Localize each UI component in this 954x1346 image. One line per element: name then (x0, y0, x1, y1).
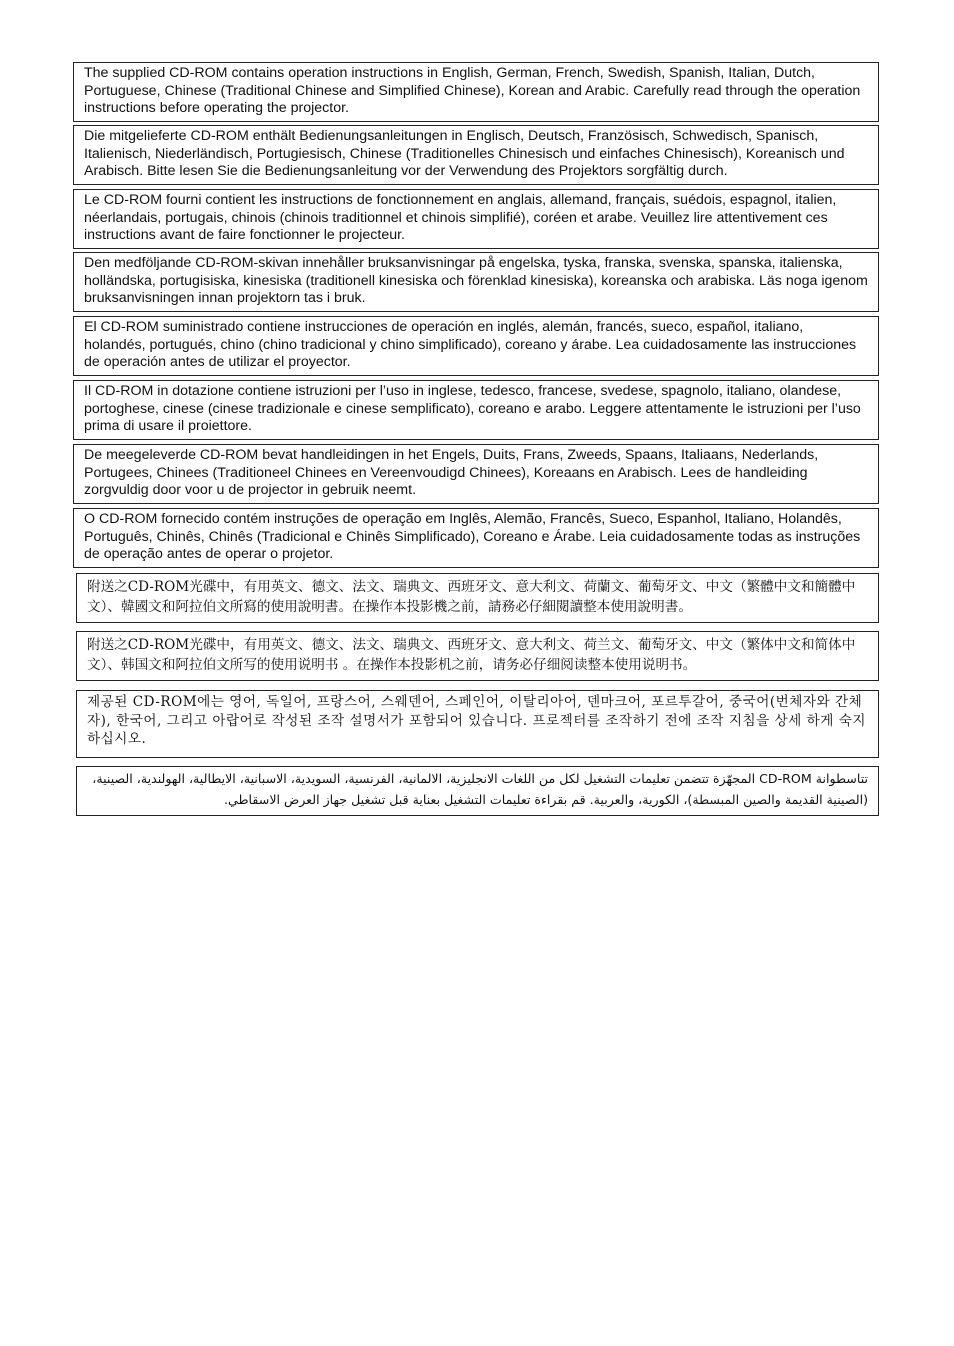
notice-traditional-chinese: 附送之CD-ROM光碟中，有用英文、德文、法文、瑞典文、西班牙文、意大利文、荷蘭文、葡萄牙文、中文（繁體中文和簡體中文）、韓國文和阿拉伯文所寫的使用說明書。在操作本投影機之前，請務必仔細閱讀整本使用說明書。 (76, 573, 879, 623)
notice-english: The supplied CD-ROM contains operation instructions in English, German, French, Swedish, Spanish, Italian, Dutch, Portuguese, Chinese (Traditional Chinese and Simplified Chinese), Korean and Arabic. Carefully read through the operation instructions before operating the projector. (73, 62, 879, 122)
notice-simplified-chinese: 附送之CD-ROM光碟中，有用英文、德文、法文、瑞典文、西班牙文、意大利文、荷兰文、葡萄牙文、中文（繁体中文和简体中文）、韩国文和阿拉伯文所写的使用说明书 。在操作本投影机之前，请务必仔细阅读整本使用说明书。 (76, 631, 879, 681)
notice-arabic: تتاسطوانة CD-ROM المجهّزة تتضمن تعليمات التشغيل لكل من اللغات الانجليزية، الالمانية، الفرنسية، السويدية، الاسبانية، الايطالية، الهولندية، الصينية، (الصينية القديمة والصين المبسطة)، الكورية، والعربية. قم بقراءة تعليمات التشغيل بعناية قبل تشغيل جهاز العرض الاسقاطي. (76, 766, 879, 816)
notice-dutch: De meegeleverde CD-ROM bevat handleidingen in het Engels, Duits, Frans, Zweeds, Spaans, Italiaans, Nederlands, Portugees, Chinees (Traditioneel Chinees en Vereenvoudigd Chinees), Koreaans en Arabisch. Lees de handleiding zorgvuldig door voor u de projector in gebruik neemt. (73, 444, 879, 504)
notice-portuguese: O CD-ROM fornecido contém instruções de operação em Inglês, Alemão, Francês, Sueco, Espanhol, Italiano, Holandês, Português, Chinês, Chinês (Tradicional e Chinês Simplificado), Coreano e Árabe. Leia cuidadosamente todas as instruções de operação antes de operar o projetor. (73, 508, 879, 568)
notice-korean: 제공된 CD-ROM에는 영어, 독일어, 프랑스어, 스웨덴어, 스페인어, 이탈리아어, 덴마크어, 포르투갈어, 중국어(번체자와 간체자), 한국어, 그리고 아랍어로 작성된 조작 설명서가 포함되어 있습니다. 프로젝터를 조작하기 전에 조작 지침을 상세 하게 숙지하십시오. (76, 690, 879, 758)
notice-spanish: El CD-ROM suministrado contiene instrucciones de operación en inglés, alemán, francés, sueco, español, italiano, holandés, portugués, chino (chino tradicional y chino simplificado), coreano y árabe. Lea cuidadosamente las instrucciones de operación antes de utilizar el proyector. (73, 316, 879, 376)
notice-swedish: Den medföljande CD-ROM-skivan innehåller bruksanvisningar på engelska, tyska, franska, svenska, spanska, italienska, holländska, portugisiska, kinesiska (traditionell kinesiska och förenklad kinesiska), koreanska och arabiska. Läs noga igenom bruksanvisningen innan projektorn tas i bruk. (73, 252, 879, 312)
notice-french: Le CD-ROM fourni contient les instructions de fonctionnement en anglais, allemand, français, suédois, espagnol, italien, néerlandais, portugais, chinois (chinois traditionnel et chinois simplifié), coréen et arabe. Veuillez lire attentivement ces instructions avant de faire fonctionner le projecteur. (73, 189, 879, 249)
notice-italian: Il CD-ROM in dotazione contiene istruzioni per l’uso in inglese, tedesco, francese, svedese, spagnolo, italiano, olandese, portoghese, cinese (cinese tradizionale e cinese semplificato), coreano e arabo. Leggere attentamente le istruzioni per l’uso prima di usare il proiettore. (73, 380, 879, 440)
notice-german: Die mitgelieferte CD-ROM enthält Bedienungsanleitungen in Englisch, Deutsch, Französisch, Schwedisch, Spanisch, Italienisch, Niederländisch, Portugiesisch, Chinese (Traditionelles Chinesisch und einfaches Chinesisch), Koreanisch und Arabisch. Bitte lesen Sie die Bedienungsanleitung vor der Verwendung des Projektors sorgfältig durch. (73, 125, 879, 185)
